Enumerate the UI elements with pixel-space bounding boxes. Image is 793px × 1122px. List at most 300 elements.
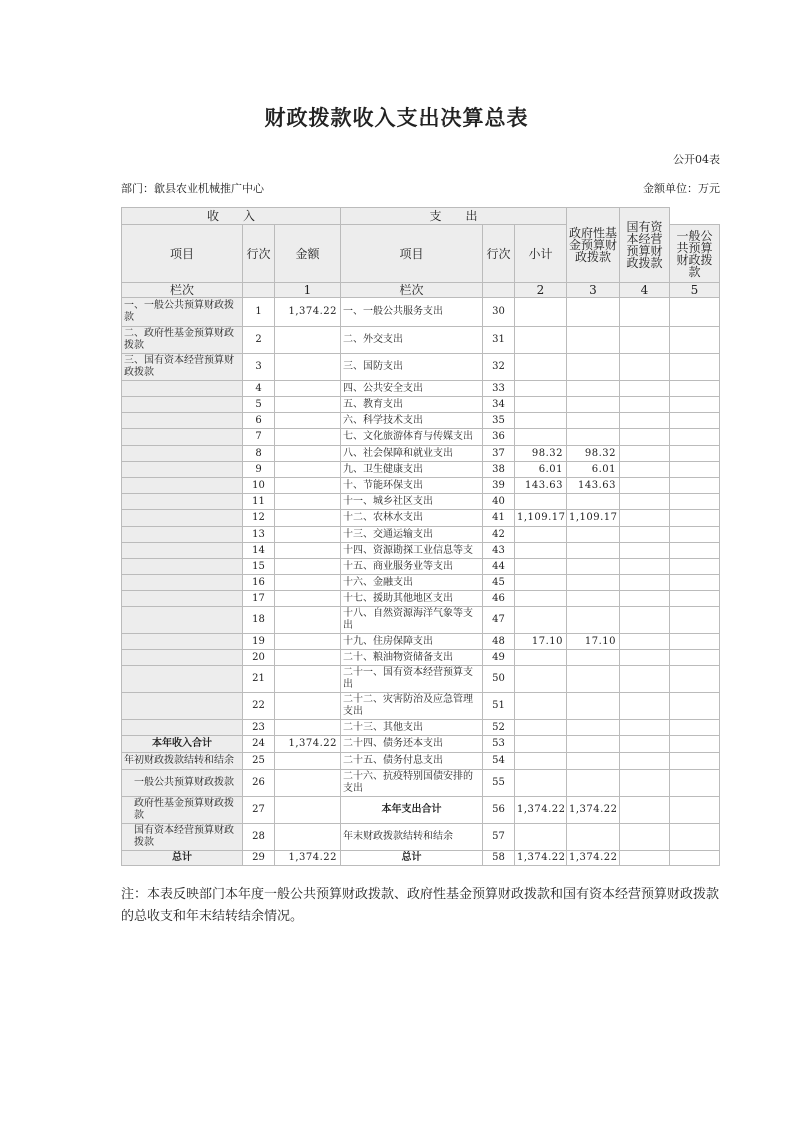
table-row bbox=[122, 327, 720, 354]
expense-item-cell: 二十五、债务付息支出 bbox=[341, 753, 483, 770]
expense-item-cell: 总计 bbox=[341, 851, 483, 866]
expense-item-cell: 十九、住房保障支出 bbox=[341, 634, 483, 650]
expense-line-cell: 41 bbox=[483, 510, 515, 527]
subtotal-cell bbox=[515, 381, 567, 397]
subtotal-cell: 17.10 bbox=[515, 634, 567, 650]
table-row bbox=[122, 527, 720, 543]
income-item-cell bbox=[122, 381, 243, 397]
col-label-expense: 栏次 bbox=[341, 283, 483, 298]
income-line-cell: 13 bbox=[243, 527, 275, 543]
income-line-cell: 12 bbox=[243, 510, 275, 527]
income-line-cell: 24 bbox=[243, 736, 275, 753]
state-capital-header: 国有资本经营预算财政拨款 bbox=[620, 208, 670, 283]
income-line-cell: 2 bbox=[243, 327, 275, 354]
col-blank bbox=[483, 283, 515, 298]
income-line-header: 行次 bbox=[243, 225, 275, 283]
income-amount-cell bbox=[275, 397, 341, 413]
income-line-cell: 10 bbox=[243, 478, 275, 494]
table-row bbox=[122, 851, 720, 866]
gov-fund-cell bbox=[620, 327, 670, 354]
col-4: 4 bbox=[620, 283, 670, 298]
subtotal-cell bbox=[515, 354, 567, 381]
income-amount-cell bbox=[275, 381, 341, 397]
expense-header: 支 出 bbox=[341, 208, 567, 225]
table-row bbox=[122, 413, 720, 429]
expense-line-cell: 44 bbox=[483, 559, 515, 575]
expense-item-cell: 四、公共安全支出 bbox=[341, 381, 483, 397]
income-line-cell: 5 bbox=[243, 397, 275, 413]
income-line-cell: 28 bbox=[243, 824, 275, 851]
income-line-cell: 6 bbox=[243, 413, 275, 429]
income-line-cell: 21 bbox=[243, 666, 275, 693]
expense-item-cell: 二十一、国有资本经营预算支出 bbox=[341, 666, 483, 693]
table-row bbox=[122, 720, 720, 736]
budget-table bbox=[121, 207, 720, 866]
general-budget-cell bbox=[567, 666, 620, 693]
gov-fund-cell bbox=[620, 693, 670, 720]
income-item-cell bbox=[122, 446, 243, 462]
expense-line-cell: 34 bbox=[483, 397, 515, 413]
col-blank bbox=[243, 283, 275, 298]
expense-line-cell: 30 bbox=[483, 298, 515, 327]
expense-item-cell: 十八、自然资源海洋气象等支出 bbox=[341, 607, 483, 634]
state-capital-cell bbox=[670, 736, 720, 753]
expense-line-cell: 37 bbox=[483, 446, 515, 462]
expense-line-cell: 32 bbox=[483, 354, 515, 381]
subtotal-cell bbox=[515, 397, 567, 413]
general-budget-cell bbox=[567, 429, 620, 446]
income-amount-cell: 1,374.22 bbox=[275, 851, 341, 866]
gov-fund-cell bbox=[620, 575, 670, 591]
subtotal-cell: 1,374.22 bbox=[515, 851, 567, 866]
subtotal-cell: 143.63 bbox=[515, 478, 567, 494]
state-capital-cell bbox=[670, 543, 720, 559]
general-budget-cell bbox=[567, 413, 620, 429]
income-amount-cell bbox=[275, 693, 341, 720]
general-budget-cell bbox=[567, 559, 620, 575]
expense-item-cell: 二、外交支出 bbox=[341, 327, 483, 354]
subtotal-cell bbox=[515, 413, 567, 429]
expense-line-cell: 42 bbox=[483, 527, 515, 543]
state-capital-cell bbox=[670, 413, 720, 429]
income-amount-cell bbox=[275, 770, 341, 797]
col-2: 2 bbox=[515, 283, 567, 298]
income-line-cell: 8 bbox=[243, 446, 275, 462]
expense-line-cell: 56 bbox=[483, 797, 515, 824]
income-amount-cell bbox=[275, 494, 341, 510]
income-amount-cell bbox=[275, 634, 341, 650]
expense-line-cell: 46 bbox=[483, 591, 515, 607]
state-capital-cell bbox=[670, 575, 720, 591]
income-item-cell bbox=[122, 527, 243, 543]
state-capital-cell bbox=[670, 634, 720, 650]
income-item-cell bbox=[122, 634, 243, 650]
income-amount-cell bbox=[275, 462, 341, 478]
gov-fund-cell bbox=[620, 851, 670, 866]
subtotal-cell: 6.01 bbox=[515, 462, 567, 478]
state-capital-cell bbox=[670, 559, 720, 575]
expense-line-cell: 45 bbox=[483, 575, 515, 591]
income-line-cell: 23 bbox=[243, 720, 275, 736]
general-budget-cell: 98.32 bbox=[567, 446, 620, 462]
general-budget-cell bbox=[567, 381, 620, 397]
table-row bbox=[122, 650, 720, 666]
expense-line-cell: 36 bbox=[483, 429, 515, 446]
subtotal-cell bbox=[515, 824, 567, 851]
state-capital-cell bbox=[670, 494, 720, 510]
table-row bbox=[122, 736, 720, 753]
form-number: 公开04表 bbox=[673, 153, 720, 166]
report-title: 财政拨款收入支出决算总表 bbox=[264, 105, 529, 130]
income-amount-cell bbox=[275, 446, 341, 462]
col-1: 1 bbox=[275, 283, 341, 298]
subtotal-cell bbox=[515, 650, 567, 666]
expense-item-cell: 二十三、其他支出 bbox=[341, 720, 483, 736]
table-row bbox=[122, 510, 720, 527]
income-item-cell bbox=[122, 413, 243, 429]
gov-fund-cell bbox=[620, 770, 670, 797]
gov-fund-cell bbox=[620, 634, 670, 650]
state-capital-cell bbox=[670, 666, 720, 693]
state-capital-cell bbox=[670, 693, 720, 720]
table-row bbox=[122, 607, 720, 634]
gov-fund-cell bbox=[620, 381, 670, 397]
general-budget-cell: 1,374.22 bbox=[567, 797, 620, 824]
general-budget-cell bbox=[567, 824, 620, 851]
state-capital-cell bbox=[670, 797, 720, 824]
general-budget-cell bbox=[567, 354, 620, 381]
income-item-cell: 国有资本经营预算财政拨款 bbox=[122, 824, 243, 851]
gov-fund-cell bbox=[620, 510, 670, 527]
table-row bbox=[122, 298, 720, 327]
unit-label: 金额单位：万元 bbox=[643, 182, 720, 195]
income-amount-cell bbox=[275, 478, 341, 494]
income-item-cell bbox=[122, 543, 243, 559]
subtotal-cell: 1,374.22 bbox=[515, 797, 567, 824]
expense-item-header: 项目 bbox=[341, 225, 483, 283]
income-line-cell: 16 bbox=[243, 575, 275, 591]
subtotal-cell: 98.32 bbox=[515, 446, 567, 462]
general-budget-cell: 143.63 bbox=[567, 478, 620, 494]
subtotal-cell bbox=[515, 753, 567, 770]
income-item-cell: 三、国有资本经营预算财政拨款 bbox=[122, 354, 243, 381]
expense-line-cell: 57 bbox=[483, 824, 515, 851]
income-line-cell: 19 bbox=[243, 634, 275, 650]
state-capital-cell bbox=[670, 607, 720, 634]
state-capital-cell bbox=[670, 824, 720, 851]
expense-item-cell: 二十六、抗疫特别国债安排的支出 bbox=[341, 770, 483, 797]
income-amount-cell: 1,374.22 bbox=[275, 298, 341, 327]
income-item-cell: 一般公共预算财政拨款 bbox=[122, 770, 243, 797]
income-item-cell bbox=[122, 650, 243, 666]
income-line-cell: 20 bbox=[243, 650, 275, 666]
state-capital-cell bbox=[670, 397, 720, 413]
table-row bbox=[122, 543, 720, 559]
state-capital-cell bbox=[670, 650, 720, 666]
expense-item-cell: 十一、城乡社区支出 bbox=[341, 494, 483, 510]
general-budget-cell: 1,109.17 bbox=[567, 510, 620, 527]
table-row bbox=[122, 462, 720, 478]
expense-line-header: 行次 bbox=[483, 225, 515, 283]
expense-line-cell: 43 bbox=[483, 543, 515, 559]
expense-line-cell: 49 bbox=[483, 650, 515, 666]
general-budget-cell bbox=[567, 527, 620, 543]
income-line-cell: 29 bbox=[243, 851, 275, 866]
expense-line-cell: 54 bbox=[483, 753, 515, 770]
income-item-cell: 本年收入合计 bbox=[122, 736, 243, 753]
income-line-cell: 18 bbox=[243, 607, 275, 634]
footnote: 注：本表反映部门本年度一般公共预算财政拨款、政府性基金预算财政拨款和国有资本经营预算财政拨款的总收支和年末结转结余情况。 bbox=[121, 887, 720, 924]
gov-fund-cell bbox=[620, 298, 670, 327]
expense-line-cell: 33 bbox=[483, 381, 515, 397]
gov-fund-cell bbox=[620, 559, 670, 575]
expense-item-cell: 本年支出合计 bbox=[341, 797, 483, 824]
gov-fund-cell bbox=[620, 397, 670, 413]
income-item-cell bbox=[122, 575, 243, 591]
gov-fund-cell bbox=[620, 429, 670, 446]
expense-line-cell: 58 bbox=[483, 851, 515, 866]
gov-fund-cell bbox=[620, 650, 670, 666]
income-amount-cell bbox=[275, 559, 341, 575]
expense-item-cell: 一、一般公共服务支出 bbox=[341, 298, 483, 327]
income-item-cell: 一、一般公共预算财政拨款 bbox=[122, 298, 243, 327]
table-row bbox=[122, 478, 720, 494]
income-amount-cell bbox=[275, 666, 341, 693]
table-row bbox=[122, 753, 720, 770]
income-amount-cell bbox=[275, 824, 341, 851]
subtotal-cell bbox=[515, 607, 567, 634]
subtotal-cell bbox=[515, 559, 567, 575]
table-row bbox=[122, 397, 720, 413]
income-amount-cell bbox=[275, 327, 341, 354]
expense-line-cell: 40 bbox=[483, 494, 515, 510]
subtotal-cell bbox=[515, 720, 567, 736]
income-item-cell bbox=[122, 693, 243, 720]
gov-fund-cell bbox=[620, 797, 670, 824]
expense-item-cell: 二十、粮油物资储备支出 bbox=[341, 650, 483, 666]
state-capital-cell bbox=[670, 429, 720, 446]
state-capital-cell bbox=[670, 354, 720, 381]
income-item-cell bbox=[122, 397, 243, 413]
expense-line-cell: 50 bbox=[483, 666, 515, 693]
income-amount-cell bbox=[275, 720, 341, 736]
income-item-cell: 总计 bbox=[122, 851, 243, 866]
income-item-cell bbox=[122, 559, 243, 575]
general-budget-cell bbox=[567, 693, 620, 720]
state-capital-cell bbox=[670, 591, 720, 607]
state-capital-cell bbox=[670, 381, 720, 397]
table-row bbox=[122, 666, 720, 693]
state-capital-cell bbox=[670, 770, 720, 797]
expense-item-cell: 十七、援助其他地区支出 bbox=[341, 591, 483, 607]
gov-fund-cell bbox=[620, 462, 670, 478]
table-row bbox=[122, 354, 720, 381]
income-item-cell bbox=[122, 429, 243, 446]
expense-line-cell: 55 bbox=[483, 770, 515, 797]
expense-line-cell: 39 bbox=[483, 478, 515, 494]
gov-fund-cell bbox=[620, 478, 670, 494]
income-amount-header: 金额 bbox=[275, 225, 341, 283]
income-amount-cell bbox=[275, 354, 341, 381]
expense-item-cell: 十二、农林水支出 bbox=[341, 510, 483, 527]
gov-fund-cell bbox=[620, 354, 670, 381]
expense-item-cell: 十三、交通运输支出 bbox=[341, 527, 483, 543]
general-budget-cell bbox=[567, 591, 620, 607]
income-amount-cell bbox=[275, 413, 341, 429]
expense-item-cell: 十、节能环保支出 bbox=[341, 478, 483, 494]
income-item-cell bbox=[122, 666, 243, 693]
income-line-cell: 3 bbox=[243, 354, 275, 381]
income-amount-cell bbox=[275, 510, 341, 527]
income-line-cell: 7 bbox=[243, 429, 275, 446]
expense-item-cell: 五、教育支出 bbox=[341, 397, 483, 413]
expense-item-cell: 九、卫生健康支出 bbox=[341, 462, 483, 478]
state-capital-cell bbox=[670, 753, 720, 770]
state-capital-cell bbox=[670, 327, 720, 354]
subtotal-cell bbox=[515, 666, 567, 693]
gov-fund-cell bbox=[620, 527, 670, 543]
table-row bbox=[122, 429, 720, 446]
income-amount-cell bbox=[275, 527, 341, 543]
gov-fund-cell bbox=[620, 720, 670, 736]
table-row bbox=[122, 824, 720, 851]
table-row bbox=[122, 591, 720, 607]
gov-fund-cell bbox=[620, 666, 670, 693]
table-row bbox=[122, 770, 720, 797]
table-row bbox=[122, 797, 720, 824]
table-row bbox=[122, 381, 720, 397]
subtotal-cell bbox=[515, 543, 567, 559]
expense-item-cell: 二十二、灾害防治及应急管理支出 bbox=[341, 693, 483, 720]
table-row bbox=[122, 575, 720, 591]
subtotal-cell bbox=[515, 770, 567, 797]
income-line-cell: 15 bbox=[243, 559, 275, 575]
income-item-cell: 年初财政拨款结转和结余 bbox=[122, 753, 243, 770]
income-amount-cell bbox=[275, 607, 341, 634]
general-budget-cell bbox=[567, 753, 620, 770]
income-line-cell: 26 bbox=[243, 770, 275, 797]
col-5: 5 bbox=[670, 283, 720, 298]
income-line-cell: 1 bbox=[243, 298, 275, 327]
table-row bbox=[122, 559, 720, 575]
income-item-header: 项目 bbox=[122, 225, 243, 283]
income-item-cell: 二、政府性基金预算财政拨款 bbox=[122, 327, 243, 354]
expense-item-cell: 十五、商业服务业等支出 bbox=[341, 559, 483, 575]
expense-item-cell: 十六、金融支出 bbox=[341, 575, 483, 591]
gov-fund-cell bbox=[620, 494, 670, 510]
income-amount-cell bbox=[275, 797, 341, 824]
state-capital-cell bbox=[670, 478, 720, 494]
department-label: 部门：歙县农业机械推广中心 bbox=[121, 182, 264, 195]
income-amount-cell: 1,374.22 bbox=[275, 736, 341, 753]
col-3: 3 bbox=[567, 283, 620, 298]
expense-line-cell: 35 bbox=[483, 413, 515, 429]
general-budget-cell bbox=[567, 720, 620, 736]
income-item-cell bbox=[122, 607, 243, 634]
expense-line-cell: 47 bbox=[483, 607, 515, 634]
income-header: 收 入 bbox=[122, 208, 341, 225]
general-budget-cell bbox=[567, 543, 620, 559]
state-capital-cell bbox=[670, 851, 720, 866]
state-capital-cell bbox=[670, 298, 720, 327]
col-label-income: 栏次 bbox=[122, 283, 243, 298]
expense-item-cell: 年末财政拨款结转和结余 bbox=[341, 824, 483, 851]
income-amount-cell bbox=[275, 650, 341, 666]
expense-line-cell: 52 bbox=[483, 720, 515, 736]
income-line-cell: 4 bbox=[243, 381, 275, 397]
income-line-cell: 14 bbox=[243, 543, 275, 559]
expense-line-cell: 53 bbox=[483, 736, 515, 753]
income-item-cell: 政府性基金预算财政拨款 bbox=[122, 797, 243, 824]
table-row bbox=[122, 693, 720, 720]
gov-fund-cell bbox=[620, 413, 670, 429]
expense-item-cell: 八、社会保障和就业支出 bbox=[341, 446, 483, 462]
table-row bbox=[122, 634, 720, 650]
income-amount-cell bbox=[275, 591, 341, 607]
expense-item-cell: 六、科学技术支出 bbox=[341, 413, 483, 429]
general-budget-cell bbox=[567, 607, 620, 634]
gov-fund-cell bbox=[620, 543, 670, 559]
subtotal-cell bbox=[515, 591, 567, 607]
state-capital-cell bbox=[670, 720, 720, 736]
table-row bbox=[122, 446, 720, 462]
expense-item-cell: 三、国防支出 bbox=[341, 354, 483, 381]
subtotal-header: 小计 bbox=[515, 225, 567, 283]
income-amount-cell bbox=[275, 543, 341, 559]
subtotal-cell bbox=[515, 298, 567, 327]
expense-item-cell: 十四、资源勘探工业信息等支 bbox=[341, 543, 483, 559]
gov-fund-cell bbox=[620, 591, 670, 607]
general-budget-cell bbox=[567, 770, 620, 797]
income-item-cell bbox=[122, 494, 243, 510]
subtotal-cell bbox=[515, 575, 567, 591]
subtotal-cell bbox=[515, 736, 567, 753]
general-budget-cell bbox=[567, 736, 620, 753]
gov-fund-cell bbox=[620, 824, 670, 851]
gov-fund-cell bbox=[620, 607, 670, 634]
income-item-cell bbox=[122, 720, 243, 736]
income-line-cell: 27 bbox=[243, 797, 275, 824]
gov-fund-cell bbox=[620, 753, 670, 770]
subtotal-cell bbox=[515, 693, 567, 720]
expense-line-cell: 31 bbox=[483, 327, 515, 354]
general-budget-cell: 17.10 bbox=[567, 634, 620, 650]
state-capital-cell bbox=[670, 446, 720, 462]
expense-item-cell: 七、文化旅游体育与传媒支出 bbox=[341, 429, 483, 446]
subtotal-cell: 1,109.17 bbox=[515, 510, 567, 527]
income-line-cell: 17 bbox=[243, 591, 275, 607]
state-capital-cell bbox=[670, 462, 720, 478]
income-line-cell: 22 bbox=[243, 693, 275, 720]
state-capital-cell bbox=[670, 510, 720, 527]
income-item-cell bbox=[122, 462, 243, 478]
general-budget-cell bbox=[567, 575, 620, 591]
income-line-cell: 11 bbox=[243, 494, 275, 510]
state-capital-cell bbox=[670, 527, 720, 543]
general-budget-cell bbox=[567, 298, 620, 327]
general-budget-cell bbox=[567, 494, 620, 510]
expense-line-cell: 38 bbox=[483, 462, 515, 478]
income-amount-cell bbox=[275, 575, 341, 591]
subtotal-cell bbox=[515, 429, 567, 446]
general-budget-cell bbox=[567, 650, 620, 666]
table-row bbox=[122, 494, 720, 510]
general-budget-cell bbox=[567, 397, 620, 413]
gov-fund-header: 政府性基金预算财政拨款 bbox=[567, 208, 620, 283]
general-budget-cell: 1,374.22 bbox=[567, 851, 620, 866]
income-item-cell bbox=[122, 478, 243, 494]
general-budget-header-cell: 一般公共预算财政拨款 bbox=[670, 225, 720, 283]
